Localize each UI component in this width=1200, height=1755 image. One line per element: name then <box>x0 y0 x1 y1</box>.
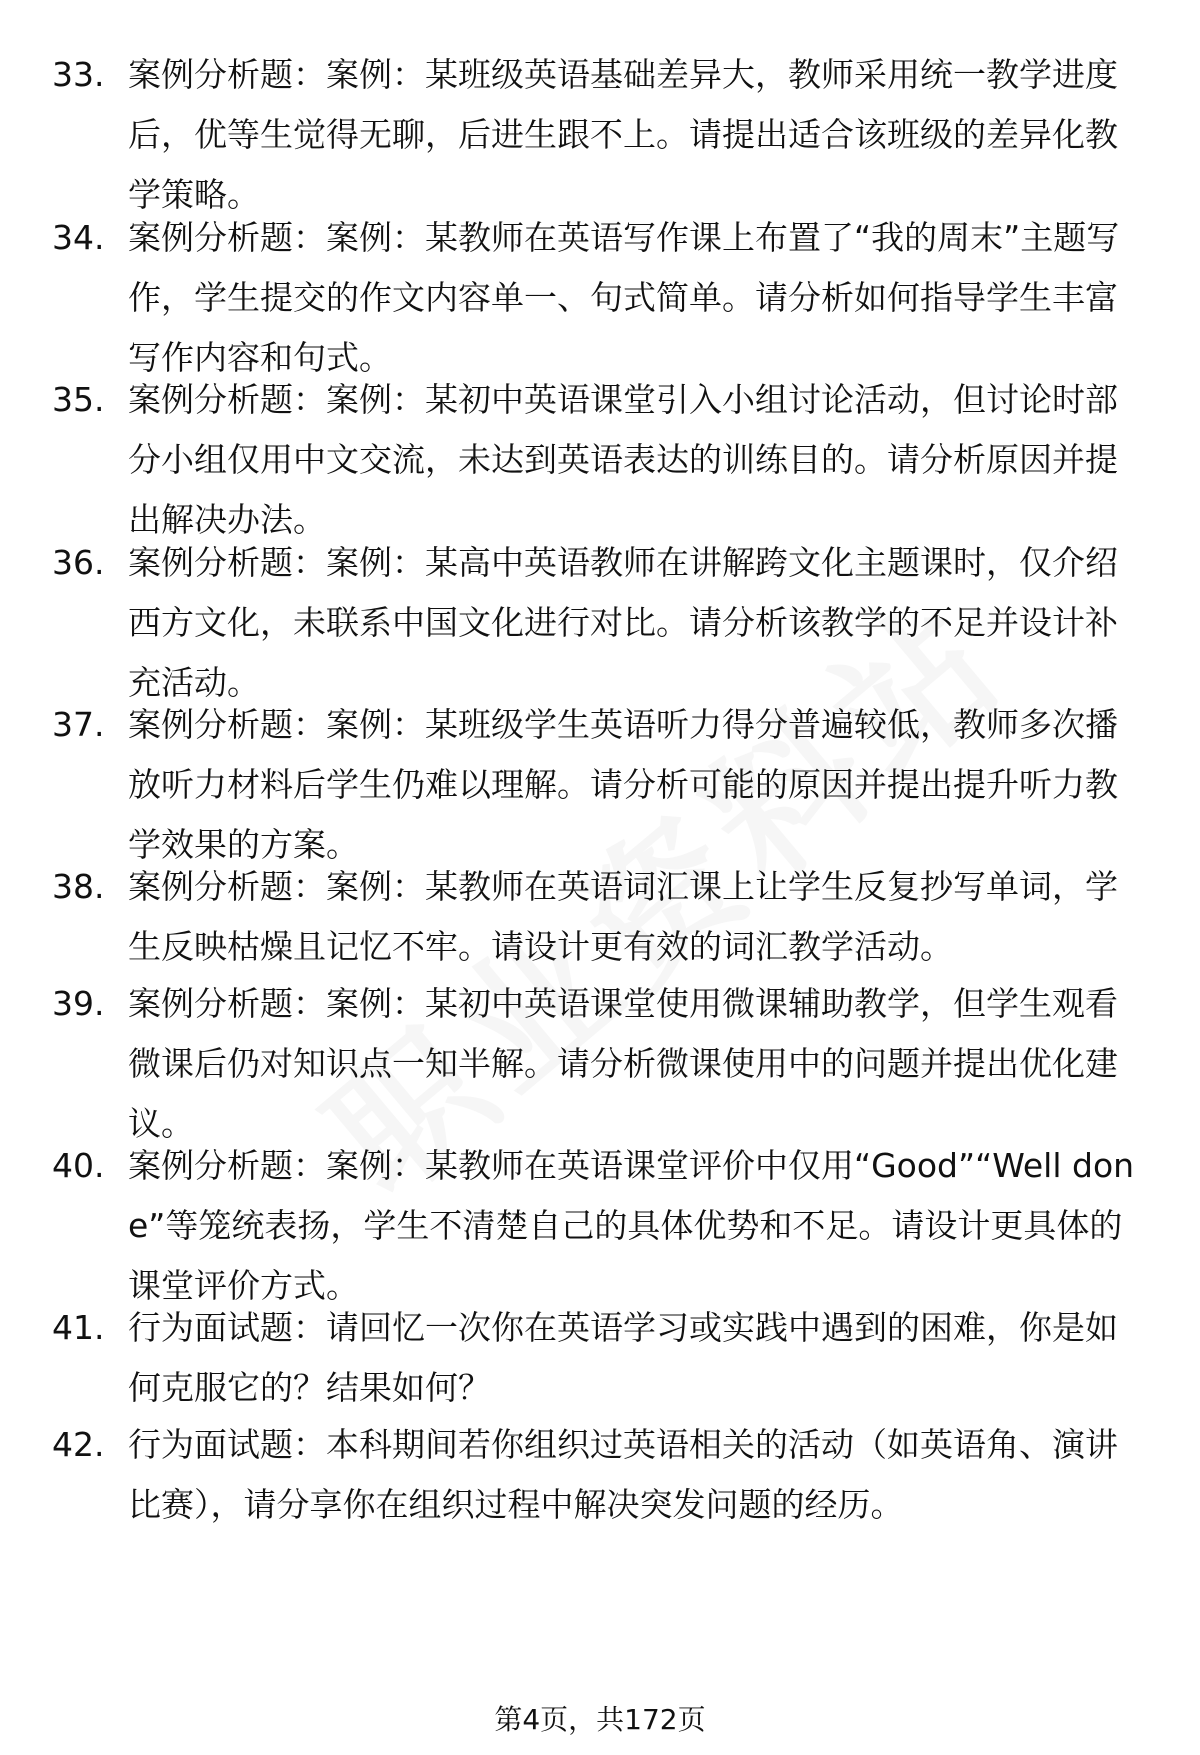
question-item-37 <box>52 695 1172 875</box>
question-text: 案例分析题：案例：某教师在英语写作课上布置了“我的周末”主题写作，学生提交的作文内容单一、句式简单。请分析如何指导学生丰富写作内容和句式。 <box>128 218 1120 377</box>
page-number-footer: 第4页，共172页 <box>494 1703 706 1736</box>
question-item-33 <box>52 45 1172 225</box>
question-number: 38. <box>52 867 105 906</box>
question-number: 36. <box>52 543 105 582</box>
question-item-41 <box>52 1298 1172 1418</box>
question-text: 案例分析题：案例：某班级英语基础差异大，教师采用统一教学进度后，优等生觉得无聊，后进生跟不上。请提出适合该班级的差异化教学策略。 <box>128 55 1118 214</box>
question-text: 案例分析题：案例：某班级学生英语听力得分普遍较低，教师多次播放听力材料后学生仍难以理解。请分析可能的原因并提出提升听力教学效果的方案。 <box>128 705 1118 864</box>
question-text: 行为面试题：本科期间若你组织过英语相关的活动（如英语角、演讲比赛），请分享你在组织过程中解决突发问题的经历。 <box>128 1425 1118 1524</box>
question-number: 34. <box>52 218 105 257</box>
question-item-36 <box>52 533 1172 713</box>
question-text: 行为面试题：请回忆一次你在英语学习或实践中遇到的困难，你是如何克服它的？结果如何？ <box>128 1308 1118 1407</box>
question-number: 39. <box>52 984 105 1023</box>
question-item-34 <box>52 208 1172 388</box>
question-number: 40. <box>52 1146 105 1185</box>
question-item-39 <box>52 974 1172 1154</box>
question-item-40 <box>52 1136 1172 1316</box>
question-text: 案例分析题：案例：某初中英语课堂引入小组讨论活动，但讨论时部分小组仅用中文交流，未达到英语表达的训练目的。请分析原因并提出解决办法。 <box>128 380 1118 539</box>
question-number: 37. <box>52 705 105 744</box>
question-item-38 <box>52 857 1172 977</box>
question-text: 案例分析题：案例：某初中英语课堂使用微课辅助教学，但学生观看微课后仍对知识点一知半解。请分析微课使用中的问题并提出优化建议。 <box>128 984 1118 1143</box>
question-number: 35. <box>52 380 105 419</box>
question-text: 案例分析题：案例：某教师在英语词汇课上让学生反复抄写单词，学生反映枯燥且记忆不牢。请设计更有效的词汇教学活动。 <box>128 867 1118 966</box>
question-item-35 <box>52 370 1172 550</box>
question-number: 33. <box>52 55 105 94</box>
question-text: 案例分析题：案例：某高中英语教师在讲解跨文化主题课时，仅介绍西方文化，未联系中国文化进行对比。请分析该教学的不足并设计补充活动。 <box>128 543 1118 702</box>
question-item-42 <box>52 1415 1172 1535</box>
question-text: 案例分析题：案例：某教师在英语课堂评价中仅用“Good”“Well done”等笼统表扬，学生不清楚自己的具体优势和不足。请设计更具体的课堂评价方式。 <box>128 1146 1135 1305</box>
question-number: 42. <box>52 1425 105 1464</box>
question-number: 41. <box>52 1308 105 1347</box>
